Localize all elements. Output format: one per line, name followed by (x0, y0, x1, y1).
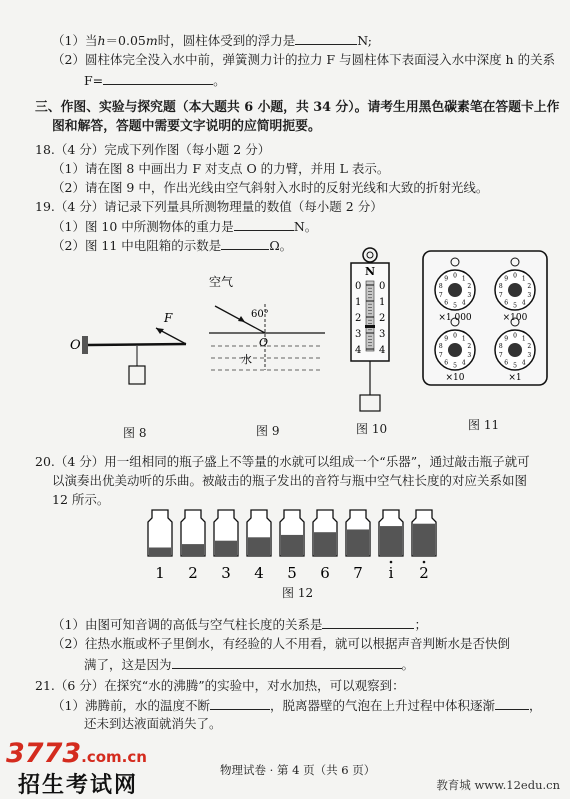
fig10-tick-label-left: 2 (355, 313, 362, 324)
fig12-note-label: 2 (188, 564, 198, 582)
fig12-water (248, 537, 270, 556)
watermark-subtitle: 招生考试网 (18, 772, 139, 798)
fig11-dial-digit: 1 (461, 275, 466, 283)
fig12-caption: 图 12 (282, 586, 314, 600)
fig8-wall (82, 336, 88, 354)
fig11-knob (448, 343, 462, 357)
section3-header: 三、作图、实验与探究题（本大题共 6 小题，共 34 分）。请考生用黑色碳素笔在答题卡上作 (35, 100, 560, 115)
fig10-tick-label-right: 4 (379, 345, 386, 356)
fig12-note-label: 7 (353, 564, 363, 582)
watermark-12edu: 教育城 www.12edu.cn (436, 778, 560, 792)
fig9-point-label: O (259, 336, 269, 349)
fig11-dial-digit: 7 (438, 352, 443, 360)
fig12-water (215, 541, 237, 556)
fig11-knob (508, 283, 522, 297)
fig12-note-label: 1 (155, 564, 165, 582)
fig12-water (413, 524, 435, 556)
fig11-dial-digit: 8 (498, 342, 503, 350)
fig8-caption: 图 8 (123, 426, 147, 440)
answer-blank (295, 32, 357, 45)
fig11-dial-digit: 2 (467, 342, 472, 350)
fig11-dial-digit: 9 (444, 335, 449, 343)
fig11-dial-digit: 5 (453, 362, 457, 370)
answer-blank (234, 218, 294, 231)
fig10-unit: N (365, 265, 376, 278)
fig12-note-label: 5 (287, 564, 297, 582)
fig11-dial-digit: 6 (444, 299, 449, 307)
fig11-dial-digit: 4 (521, 299, 526, 307)
fig11-dial-digit: 1 (461, 335, 466, 343)
fig11-dial-digit: 3 (467, 352, 472, 360)
fig11-knob (508, 343, 522, 357)
q20-line3: 12 所示。 (52, 492, 110, 507)
figure-12-bottles (140, 508, 440, 583)
q21-part1: （1）沸腾前，水的温度不断 ，脱离器壁的气泡在上升过程中体积逐渐 ， (52, 698, 542, 713)
fig8-weight (129, 366, 145, 384)
q20-part1: （1）由图可知音调的高低与空气柱长度的关系是 ； (52, 617, 427, 632)
fig11-dial-digit: 5 (453, 302, 457, 310)
fig12-high-octave-dot (390, 561, 393, 564)
fig11-dial-digit: 8 (438, 282, 443, 290)
fig12-note-label: 2 (419, 564, 429, 582)
fig11-dial-digit: 2 (467, 282, 472, 290)
fig11-dial-digit: 2 (527, 282, 532, 290)
fig12-water (314, 532, 336, 556)
q20-line1: 20.（4 分）用一组相同的瓶子盛上不等量的水就可以组成一个“乐器”，通过敲击瓶子就可 (35, 454, 530, 469)
fig11-dial-digit: 2 (527, 342, 532, 350)
fig11-dial-digit: 4 (461, 299, 466, 307)
fig11-dial-digit: 0 (453, 332, 457, 340)
fig11-dial-digit: 6 (444, 359, 449, 367)
fig11-dial-digit: 0 (513, 272, 517, 280)
answer-blank (172, 656, 402, 669)
page-footer: 物理试卷 · 第 4 页（共 6 页） (220, 763, 376, 777)
fig10-tick-label-left: 0 (355, 281, 362, 292)
q20-part2-cont: 满了，这是因为 。 (84, 657, 415, 672)
q18-part1: （1）请在图 8 中画出力 F 对支点 O 的力臂，并用 L 表示。 (52, 161, 390, 176)
fig11-dial-digit: 0 (513, 332, 517, 340)
fig12-water (149, 548, 171, 557)
figure-11-resistance-box (420, 248, 550, 388)
q17-part1: （1）当h＝0.05m时，圆柱体受到的浮力是 N; (52, 33, 372, 48)
q18-title: 18.（4 分）完成下列作图（每小题 2 分） (35, 142, 271, 157)
answer-blank (495, 697, 529, 710)
fig11-dial-digit: 6 (504, 359, 509, 367)
q20-part2: （2）往热水瓶或杯子里倒水，有经验的人不用看，就可以根据声音判断水是否快倒 (52, 636, 510, 651)
fig11-dial-digit: 1 (521, 335, 526, 343)
q21-line1: 21.（6 分）在探究“水的沸腾”的实验中，对水加热，可以观察到： (35, 678, 405, 693)
fig11-dial-digit: 5 (513, 362, 517, 370)
fig11-dial-digit: 9 (444, 275, 449, 283)
fig11-dial-digit: 7 (498, 292, 503, 300)
fig10-weight (360, 395, 380, 411)
answer-blank (322, 616, 414, 629)
fig11-dial-digit: 6 (504, 299, 509, 307)
fig10-tick-label-right: 1 (379, 297, 386, 308)
figure-9-refraction (205, 270, 330, 410)
fig11-dial-digit: 3 (527, 292, 532, 300)
q17-part2-formula: F= 。 (84, 73, 226, 88)
fig11-multiplier-label: ×10 (445, 373, 465, 383)
fig12-water (347, 529, 369, 556)
fig12-note-label: 4 (254, 564, 264, 582)
fig8-lever-bar (88, 344, 186, 345)
figure-10-spring-scale (345, 245, 395, 415)
fig9-caption: 图 9 (256, 424, 280, 438)
fig11-dial-digit: 1 (521, 275, 526, 283)
fig10-tick-label-right: 3 (379, 329, 386, 340)
fig10-caption: 图 10 (356, 422, 388, 436)
fig9-water-label: 水 (241, 353, 252, 366)
fig11-knob (448, 283, 462, 297)
fig12-water (281, 535, 303, 556)
q18-part2: （2）请在图 9 中，作出光线由空气斜射入水时的反射光线和大致的折射光线。 (52, 180, 489, 195)
fig11-dial-digit: 7 (498, 352, 503, 360)
figure-8-lever (68, 300, 198, 395)
q20-line2: 以演奏出优美动听的乐曲。被敲击的瓶子发出的音符与瓶中空气柱长度的对应关系如图 (52, 473, 528, 488)
fig9-angle-label: 60° (251, 309, 269, 320)
fig9-air-label: 空气 (209, 275, 234, 289)
fig11-multiplier-label: ×1 (508, 373, 522, 383)
fig11-caption: 图 11 (468, 418, 500, 432)
watermark-logo-3773: 3773.com.cn (6, 738, 147, 769)
fig8-pivot-label: O (70, 338, 81, 353)
fig10-tick-label-right: 0 (379, 281, 386, 292)
q21-part1-cont: 还未到达液面就消失了。 (84, 716, 222, 731)
fig11-multiplier-label: ×100 (502, 313, 528, 323)
fig12-note-label: 3 (221, 564, 231, 582)
answer-blank (221, 237, 269, 250)
fig11-dial-digit: 9 (504, 275, 509, 283)
fig11-dial-digit: 5 (513, 302, 517, 310)
fig11-dial-digit: 3 (527, 352, 532, 360)
fig10-tick-label-left: 4 (355, 345, 362, 356)
section3-header-cont: 图和解答，答题中需要文字说明的应简明扼要。 (52, 119, 321, 134)
q19-title: 19.（4 分）请记录下列量具所测物理量的数值（每小题 2 分） (35, 199, 383, 214)
fig11-dial-digit: 4 (461, 359, 466, 367)
q19-part1: （1）图 10 中所测物体的重力是 N。 (52, 219, 318, 234)
q19-part2: （2）图 11 中电阻箱的示数是 Ω。 (52, 238, 293, 253)
fig11-dial-digit: 8 (438, 342, 443, 350)
fig12-water (182, 544, 204, 556)
fig11-dial-digit: 4 (521, 359, 526, 367)
fig11-dial-digit: 3 (467, 292, 472, 300)
fig11-multiplier-label: ×1 000 (438, 313, 472, 323)
answer-blank (210, 697, 270, 710)
fig10-tick-label-left: 1 (355, 297, 362, 308)
fig12-water (380, 526, 402, 556)
fig10-tick-label-left: 3 (355, 329, 362, 340)
fig11-dial-digit: 0 (453, 272, 457, 280)
fig8-force-label: F (164, 311, 173, 325)
answer-blank (103, 72, 213, 85)
q17-part2: （2）圆柱体完全没入水中前，弹簧测力计的拉力 F 与圆柱体下表面浸入水中深度 h 的关系 (52, 52, 556, 67)
fig11-dial-digit: 7 (438, 292, 443, 300)
fig12-high-octave-dot (423, 561, 426, 564)
fig11-dial-digit: 8 (498, 282, 503, 290)
fig10-tick-label-right: 2 (379, 313, 386, 324)
fig10-pointer (365, 325, 375, 328)
fig11-dial-digit: 9 (504, 335, 509, 343)
fig10-ring (363, 248, 377, 262)
fig12-note-label: i (388, 564, 394, 582)
fig12-note-label: 6 (320, 564, 330, 582)
